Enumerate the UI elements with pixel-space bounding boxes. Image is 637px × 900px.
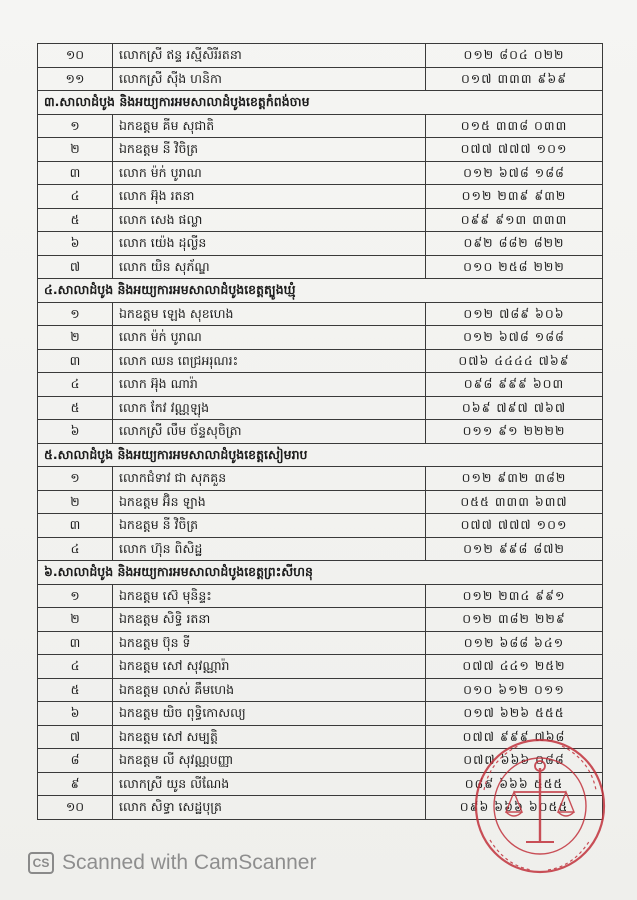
phone-number: ០១២ ៧៨៩ ៦០៦ xyxy=(426,302,603,326)
phone-number: ០៧៧ ៧៧៧ ១០១ xyxy=(426,514,603,538)
row-number: ៧ xyxy=(38,725,113,749)
person-name: ឯកឧត្តម លី សុវណ្ណបញ្ញា xyxy=(113,749,426,773)
section-title: ៤.សាលាដំបូង និងអយ្យការអមសាលាដំបូងខេត្តត្បូងឃ្មុំ xyxy=(38,279,603,303)
person-name: លោក យ៉េង ដុល្លីន xyxy=(113,232,426,256)
table-row xyxy=(38,396,603,420)
person-name: ឯកឧត្តម គីម សុជាតិ xyxy=(113,114,426,138)
row-number: ៣ xyxy=(38,161,113,185)
section-title: ៥.សាលាដំបូង និងអយ្យការអមសាលាដំបូងខេត្តសៀមរាប xyxy=(38,443,603,467)
table-row xyxy=(38,185,603,209)
phone-number: ០១០ ៦១២ ០១១ xyxy=(426,678,603,702)
table-row xyxy=(38,138,603,162)
person-name: លោក ម៉ក់ បូរាណ xyxy=(113,161,426,185)
table-body xyxy=(38,44,603,820)
person-name: លោក អ៊ុង រតនា xyxy=(113,185,426,209)
table-row xyxy=(38,490,603,514)
phone-number: ០៩៦ ៦៦៦ ៦០៥៥ xyxy=(426,796,603,820)
phone-number: ០៧៧ ៦៦៦ ០៨៨ xyxy=(426,749,603,773)
table-row xyxy=(38,467,603,491)
row-number: ៥ xyxy=(38,396,113,420)
row-number: ១ xyxy=(38,584,113,608)
row-number: ១០ xyxy=(38,796,113,820)
table-row xyxy=(38,584,603,608)
row-number: ៥ xyxy=(38,208,113,232)
person-name: ឯកឧត្តម នី វិចិត្រ xyxy=(113,514,426,538)
section-title: ៣.សាលាដំបូង និងអយ្យការអមសាលាដំបូងខេត្តកំពង់ចាម xyxy=(38,91,603,115)
person-name: ឯកឧត្តម ឡេង សុខហេង xyxy=(113,302,426,326)
row-number: ៣ xyxy=(38,349,113,373)
row-number: ១១ xyxy=(38,67,113,91)
row-number: ៤ xyxy=(38,185,113,209)
table-row xyxy=(38,655,603,679)
table-row xyxy=(38,302,603,326)
row-number: ១ xyxy=(38,114,113,138)
section-header-row xyxy=(38,279,603,303)
row-number: ៦ xyxy=(38,420,113,444)
table-row xyxy=(38,44,603,68)
row-number: ២ xyxy=(38,326,113,350)
row-number: ១ xyxy=(38,302,113,326)
table-row xyxy=(38,255,603,279)
person-name: លោក ហ៊ុន ពិសិដ្ឋ xyxy=(113,537,426,561)
person-name: ឯកឧត្តម អ៊ិន ឡាង xyxy=(113,490,426,514)
table-row xyxy=(38,114,603,138)
table-row xyxy=(38,349,603,373)
phone-number: ០៩២ ៨៨២ ៨២២ xyxy=(426,232,603,256)
phone-number: ០៥៥ ៣៣៣ ៦៣៧ xyxy=(426,490,603,514)
row-number: ៤ xyxy=(38,537,113,561)
phone-number: ០១៧ ៦២៦ ៥៥៥ xyxy=(426,702,603,726)
person-name: លោកស្រី ស៊ីង ហនិកា xyxy=(113,67,426,91)
phone-number: ០១២ ៨០៤ ០២២ xyxy=(426,44,603,68)
person-name: ឯកឧត្តម សៅ សុវណ្ណារ៉ា xyxy=(113,655,426,679)
row-number: ៣ xyxy=(38,514,113,538)
person-name: លោក យិន សុភ័ណ្ឌ xyxy=(113,255,426,279)
camscanner-logo-icon: CS xyxy=(28,852,54,874)
row-number: ៨ xyxy=(38,749,113,773)
table-row xyxy=(38,208,603,232)
row-number: ២ xyxy=(38,138,113,162)
phone-number: ០៩៨ ៩៩៩ ៦០៣ xyxy=(426,373,603,397)
table-row xyxy=(38,749,603,773)
table-row xyxy=(38,537,603,561)
table-row xyxy=(38,514,603,538)
phone-number: ០៨៩ ៦៦៦ ៥៥៥ xyxy=(426,772,603,796)
row-number: ៥ xyxy=(38,678,113,702)
phone-number: ០៩៩ ៩១៣ ៣៣៣ xyxy=(426,208,603,232)
row-number: ៤ xyxy=(38,373,113,397)
person-name: ឯកឧត្តម ស៊េ មុនិន្ទះ xyxy=(113,584,426,608)
table-row xyxy=(38,232,603,256)
person-name: លោកជំទាវ ជា សុភគួន xyxy=(113,467,426,491)
table-row xyxy=(38,67,603,91)
row-number: ២ xyxy=(38,608,113,632)
person-name: ឯកឧត្តម យិច ពុទ្ធិកោសល្យ xyxy=(113,702,426,726)
person-name: ឯកឧត្តម លាស់ គឹមហេង xyxy=(113,678,426,702)
table-row xyxy=(38,420,603,444)
person-name: ឯកឧត្តម ប៊ុន ទី xyxy=(113,631,426,655)
phone-number: ០៦៩ ៧៩៧ ៧៦៧ xyxy=(426,396,603,420)
person-name: លោកស្រី ឥន្ទ រស្មីសិរីរតនា xyxy=(113,44,426,68)
phone-number: ០៧៧ ៤៤១ ២៥២ xyxy=(426,655,603,679)
row-number: ៦ xyxy=(38,702,113,726)
phone-number: ០៧៧ ៧៧៧ ១០១ xyxy=(426,138,603,162)
row-number: ២ xyxy=(38,490,113,514)
phone-number: ០១២ ៩៩៨ ៨៧២ xyxy=(426,537,603,561)
section-header-row xyxy=(38,443,603,467)
person-name: ឯកឧត្តម នី វិចិត្រ xyxy=(113,138,426,162)
person-name: ឯកឧត្តម សៅ សម្បត្តិ xyxy=(113,725,426,749)
phone-number: ០១២ ២៣៤ ៩៩១ xyxy=(426,584,603,608)
phone-number: ០៧៦ ៤៤៤៤ ៧៦៩ xyxy=(426,349,603,373)
row-number: ៧ xyxy=(38,255,113,279)
table-row xyxy=(38,772,603,796)
table-row xyxy=(38,326,603,350)
person-name: លោក សិទ្ធា សេដ្ឋបុត្រ xyxy=(113,796,426,820)
phone-number: ០១១ ៩១ ២២២២ xyxy=(426,420,603,444)
phone-number: ០៧៧ ៩៩៩ ៧៦៨ xyxy=(426,725,603,749)
watermark-text: Scanned with CamScanner xyxy=(62,851,317,874)
person-name: លោក អ៊ុង ណារ៉ា xyxy=(113,373,426,397)
table-row xyxy=(38,608,603,632)
phone-number: ០១២ ៦៧៨ ១៨៨ xyxy=(426,326,603,350)
table-row xyxy=(38,702,603,726)
table-row xyxy=(38,373,603,397)
phone-number: ០១២ ៦៧៨ ១៨៨ xyxy=(426,161,603,185)
person-name: លោក សេង ផល្លា xyxy=(113,208,426,232)
scanner-watermark xyxy=(28,851,316,875)
contact-table xyxy=(37,43,603,820)
table-row xyxy=(38,725,603,749)
phone-number: ០១២ ៣៨២ ២២៩ xyxy=(426,608,603,632)
row-number: ៩ xyxy=(38,772,113,796)
phone-number: ០១០ ២៥៨ ២២២ xyxy=(426,255,603,279)
person-name: លោក ម៉ក់ បូរាណ xyxy=(113,326,426,350)
section-header-row xyxy=(38,561,603,585)
row-number: ៤ xyxy=(38,655,113,679)
person-name: លោកស្រី លឹម ច័ន្ទសុចិត្រា xyxy=(113,420,426,444)
person-name: លោក កែវ វណ្ណឡុង xyxy=(113,396,426,420)
row-number: ៣ xyxy=(38,631,113,655)
phone-number: ០១៥ ៣៣៨ ០៣៣ xyxy=(426,114,603,138)
phone-number: ០១៧ ៣៣៣ ៩៦៩ xyxy=(426,67,603,91)
section-header-row xyxy=(38,91,603,115)
person-name: លោកស្រី យូន លីណែង xyxy=(113,772,426,796)
table-row xyxy=(38,631,603,655)
row-number: ១ xyxy=(38,467,113,491)
phone-number: ០១២ ២៣៩ ៩៣២ xyxy=(426,185,603,209)
person-name: លោក ឈន ពេជ្រអរុណរះ xyxy=(113,349,426,373)
person-name: ឯកឧត្តម សិទ្ធិ រតនា xyxy=(113,608,426,632)
row-number: ១០ xyxy=(38,44,113,68)
table-row xyxy=(38,796,603,820)
phone-number: ០១២ ៦៨៨ ៦៤១ xyxy=(426,631,603,655)
table-row xyxy=(38,678,603,702)
phone-number: ០១២ ៩៣២ ៣៨២ xyxy=(426,467,603,491)
row-number: ៦ xyxy=(38,232,113,256)
section-title: ៦.សាលាដំបូង និងអយ្យការអមសាលាដំបូងខេត្តព្រះសីហនុ xyxy=(38,561,603,585)
table-row xyxy=(38,161,603,185)
